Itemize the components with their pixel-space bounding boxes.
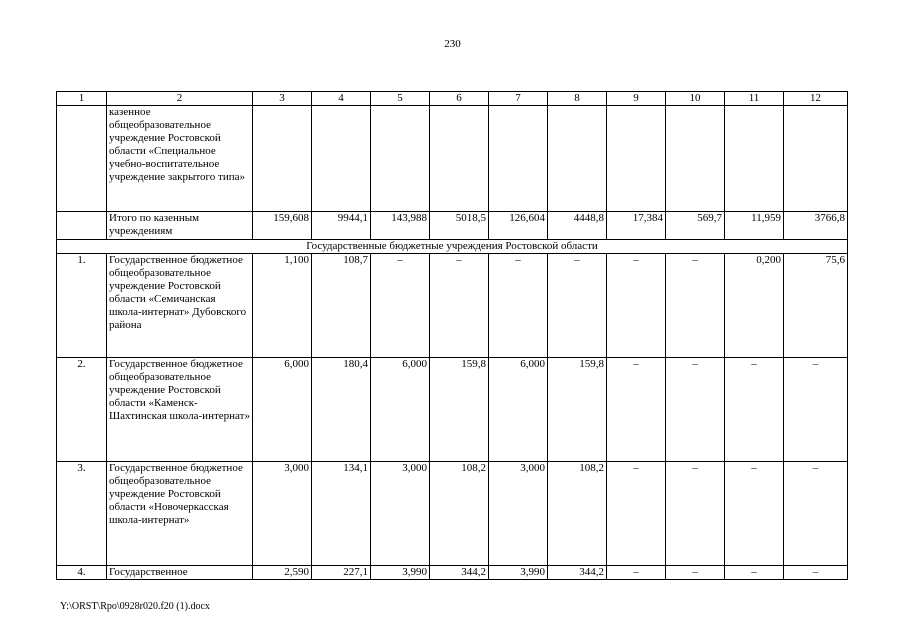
- cell-value: 3766,8: [784, 212, 848, 240]
- cell-value: –: [725, 462, 784, 566]
- col-header: 4: [312, 92, 371, 106]
- institution-name: Государственное бюджетное общеобразовательное учреждение Ростовской области «Новочеркасская школа-интернат»: [107, 462, 253, 566]
- cell-value: –: [607, 566, 666, 580]
- total-row: [57, 212, 848, 240]
- cell-value: –: [371, 254, 430, 358]
- cell-value: –: [666, 358, 725, 462]
- cell-value: –: [784, 358, 848, 462]
- institution-name: Государственное бюджетное общеобразовательное учреждение Ростовской области «Каменск-Шахтинская школа-интернат»: [107, 358, 253, 462]
- cell-value: 3,990: [489, 566, 548, 580]
- col-header: 7: [489, 92, 548, 106]
- cell-value: –: [548, 254, 607, 358]
- cell-value: 108,2: [548, 462, 607, 566]
- cell-value: 0,200: [725, 254, 784, 358]
- cell-value: 143,988: [371, 212, 430, 240]
- cell-value: 11,959: [725, 212, 784, 240]
- cell-value: –: [666, 462, 725, 566]
- cell-value: 159,608: [253, 212, 312, 240]
- row-number: 1.: [57, 254, 107, 358]
- cell-value: 108,2: [430, 462, 489, 566]
- section-title: Государственные бюджетные учреждения Ростовской области: [57, 240, 848, 254]
- table-row: [57, 358, 848, 462]
- cell-value: 6,000: [253, 358, 312, 462]
- cell-value: 134,1: [312, 462, 371, 566]
- table-row: [57, 566, 848, 580]
- row-number: 4.: [57, 566, 107, 580]
- cell-value: –: [666, 254, 725, 358]
- total-label: Итого по казенным учреждениям: [107, 212, 253, 240]
- file-path-footer: Y:\ORST\Rpo\0928r020.f20 (1).docx: [60, 601, 210, 612]
- cell-value: 4448,8: [548, 212, 607, 240]
- table-row: [57, 254, 848, 358]
- cell-value: 569,7: [666, 212, 725, 240]
- cell-value: –: [607, 358, 666, 462]
- cell-value: 159,8: [548, 358, 607, 462]
- cell-value: 3,000: [253, 462, 312, 566]
- cell-value: 227,1: [312, 566, 371, 580]
- institution-name: Государственное бюджетное общеобразовательное учреждение Ростовской области «Семичанская школа-интернат» Дубовского района: [107, 254, 253, 358]
- cell-value: 108,7: [312, 254, 371, 358]
- cell-value: 1,100: [253, 254, 312, 358]
- cell-value: 3,000: [371, 462, 430, 566]
- cell-value: –: [725, 358, 784, 462]
- col-header: 8: [548, 92, 607, 106]
- cell-value: –: [607, 462, 666, 566]
- col-header: 2: [107, 92, 253, 106]
- col-header: 6: [430, 92, 489, 106]
- cell-value: 17,384: [607, 212, 666, 240]
- cell-value: 344,2: [430, 566, 489, 580]
- table-row: [57, 106, 848, 212]
- cell-value: 3,000: [489, 462, 548, 566]
- budget-table: [56, 91, 848, 580]
- cell-value: 344,2: [548, 566, 607, 580]
- cell-value: –: [430, 254, 489, 358]
- col-header: 9: [607, 92, 666, 106]
- page-number: 230: [444, 38, 461, 50]
- cell-value: 159,8: [430, 358, 489, 462]
- cell-value: 9944,1: [312, 212, 371, 240]
- cell-value: –: [725, 566, 784, 580]
- col-header: 1: [57, 92, 107, 106]
- cell-value: –: [666, 566, 725, 580]
- row-number: 2.: [57, 358, 107, 462]
- institution-name: казенное общеобразовательное учреждение Ростовской области «Специальное учебно-воспитательное учреждение закрытого типа»: [107, 106, 253, 212]
- col-header: 11: [725, 92, 784, 106]
- cell-value: 6,000: [371, 358, 430, 462]
- cell-value: 3,990: [371, 566, 430, 580]
- col-header: 10: [666, 92, 725, 106]
- cell-value: 126,604: [489, 212, 548, 240]
- institution-name: Государственное: [107, 566, 253, 580]
- row-number: 3.: [57, 462, 107, 566]
- column-number-row: [57, 92, 848, 106]
- col-header: 3: [253, 92, 312, 106]
- cell-value: 180,4: [312, 358, 371, 462]
- col-header: 5: [371, 92, 430, 106]
- section-row: [57, 240, 848, 254]
- cell-value: –: [489, 254, 548, 358]
- cell-value: –: [784, 462, 848, 566]
- cell-value: 5018,5: [430, 212, 489, 240]
- cell-value: –: [607, 254, 666, 358]
- cell-value: 6,000: [489, 358, 548, 462]
- col-header: 12: [784, 92, 848, 106]
- cell-value: –: [784, 566, 848, 580]
- row-number: [57, 106, 107, 212]
- cell-value: 2,590: [253, 566, 312, 580]
- table-row: [57, 462, 848, 566]
- cell-value: 75,6: [784, 254, 848, 358]
